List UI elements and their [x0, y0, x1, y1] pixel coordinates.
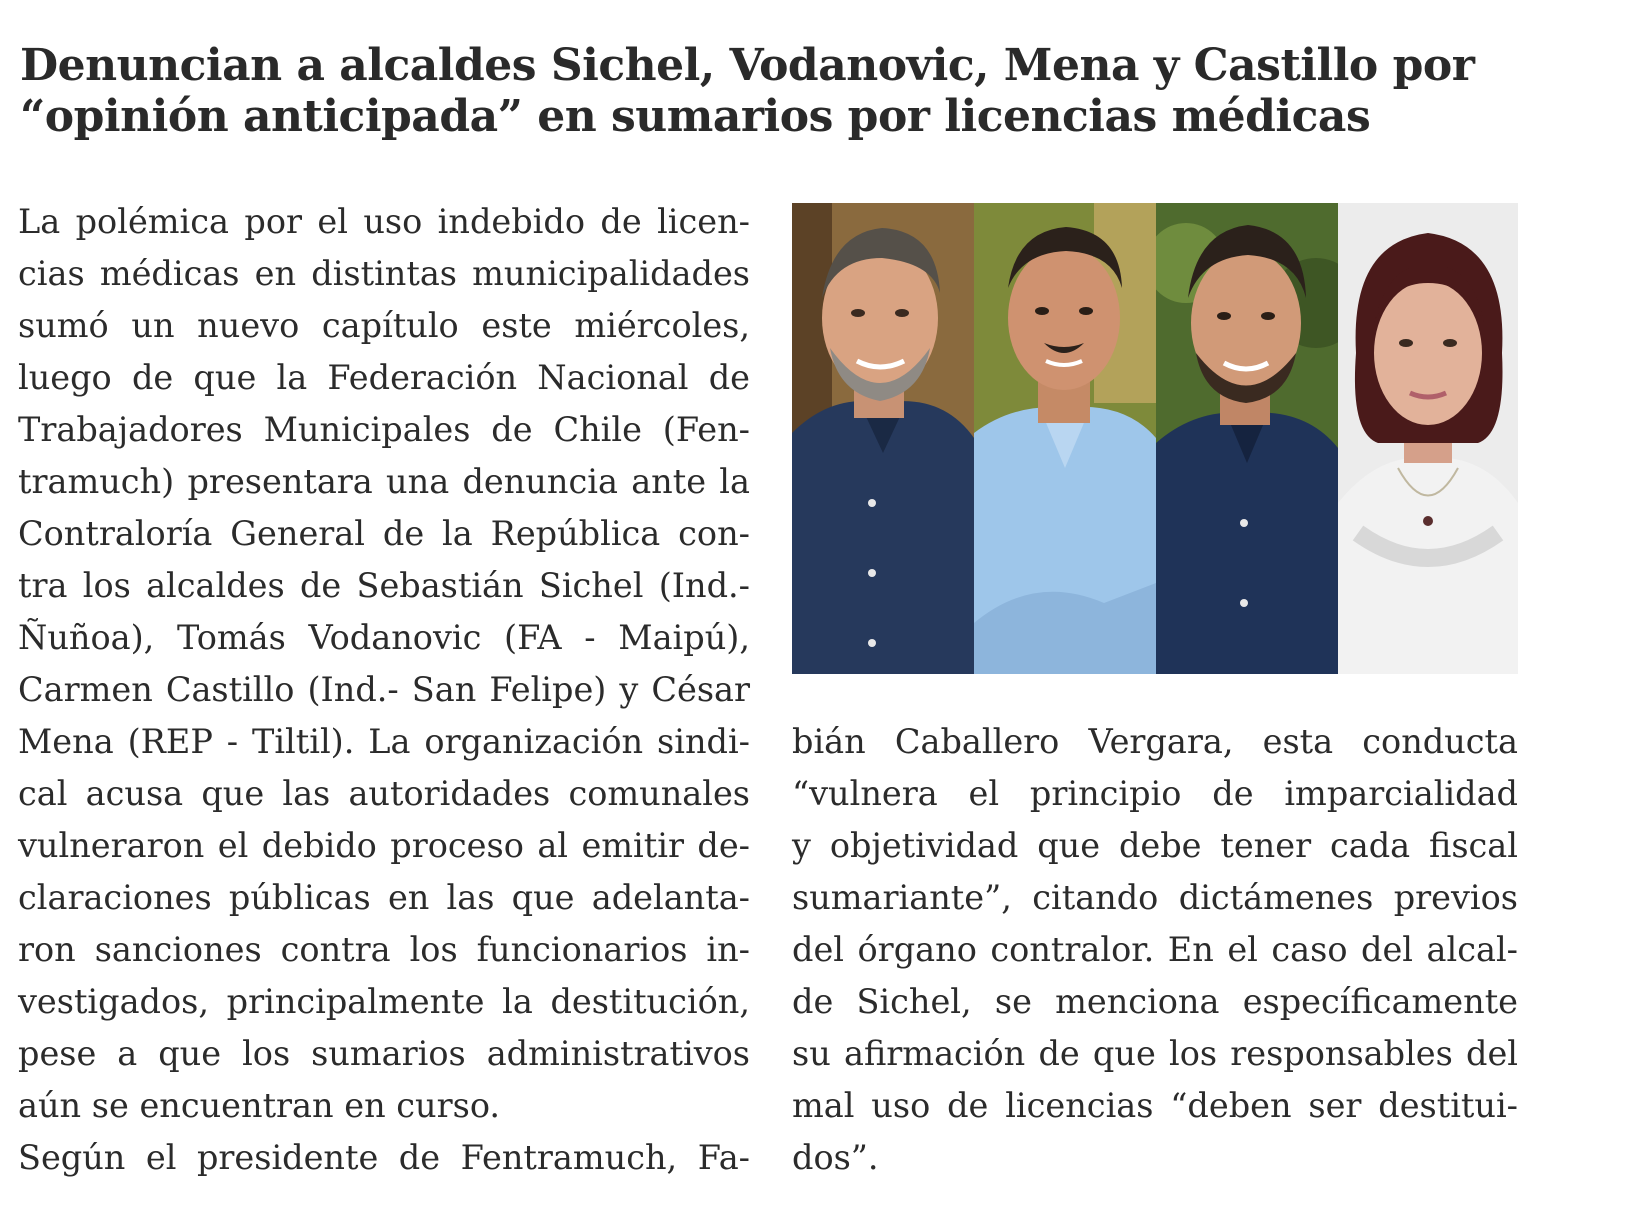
body-text-line: Carmen Castillo (Ind.- San Felipe) y César: [18, 670, 750, 709]
portrait-tomas-vodanovic: [1156, 203, 1338, 674]
headline-line-2: “opinión anticipada” en sumarios por licencias médicas: [20, 91, 1371, 142]
body-text-line: vulneraron el debido proceso al emitir de-: [18, 826, 750, 865]
body-text-line: “vulnera el principio de imparcialidad: [792, 774, 1518, 813]
body-text-line: cal acusa que las autoridades comunales: [18, 774, 750, 813]
body-text-line: Ñuñoa), Tomás Vodanovic (FA - Maipú),: [18, 618, 750, 657]
body-text-line: de Sichel, se menciona específicamente: [792, 982, 1518, 1021]
body-text-line: aún se encuentran en curso.: [18, 1086, 501, 1125]
article-body-left-column: [18, 196, 750, 1184]
body-text-line: La polémica por el uso indebido de licen-: [18, 202, 750, 241]
body-text-line: su afirmación de que los responsables del: [792, 1034, 1518, 1073]
body-text-line: pese a que los sumarios administrativos: [18, 1034, 750, 1073]
body-text-line: tramuch) presentara una denuncia ante la: [18, 462, 750, 501]
body-text-line: claraciones públicas en las que adelanta-: [18, 878, 750, 917]
portrait-sebastian-sichel: [792, 203, 974, 674]
body-text-line: dos”.: [792, 1138, 879, 1177]
body-text-line: cias médicas en distintas municipalidades: [18, 254, 750, 293]
body-text-line: sumariante”, citando dictámenes previos: [792, 878, 1518, 917]
portrait-carmen-castillo: [1338, 203, 1518, 674]
headline-line-1: Denuncian a alcaldes Sichel, Vodanovic, Mena y Castillo por: [20, 40, 1475, 91]
body-text-line: bián Caballero Vergara, esta conducta: [792, 722, 1518, 761]
body-text-line: Contraloría General de la República con-: [18, 514, 750, 553]
headline: [20, 40, 1520, 142]
body-text-line: luego de que la Federación Nacional de: [18, 358, 750, 397]
body-text-line: vestigados, principalmente la destitución,: [18, 982, 750, 1021]
body-text-line: tra los alcaldes de Sebastián Sichel (Ind.-: [18, 566, 750, 605]
body-text-line: y objetividad que debe tener cada fiscal: [792, 826, 1518, 865]
body-text-line: del órgano contralor. En el caso del alcal-: [792, 930, 1518, 969]
body-text-line: sumó un nuevo capítulo este miércoles,: [18, 306, 750, 345]
body-text-line: Según el presidente de Fentramuch, Fa-: [18, 1138, 750, 1177]
body-text-line: ron sanciones contra los funcionarios in-: [18, 930, 750, 969]
portrait-cesar-mena: [974, 203, 1156, 674]
body-text-line: Mena (REP - Tiltil). La organización sindi-: [18, 722, 750, 761]
body-text-line: Trabajadores Municipales de Chile (Fen-: [18, 410, 750, 449]
body-text-line: mal uso de licencias “deben ser destitui-: [792, 1086, 1518, 1125]
article-body-right-column: [792, 716, 1518, 1184]
mayors-photo-strip: [792, 203, 1518, 674]
